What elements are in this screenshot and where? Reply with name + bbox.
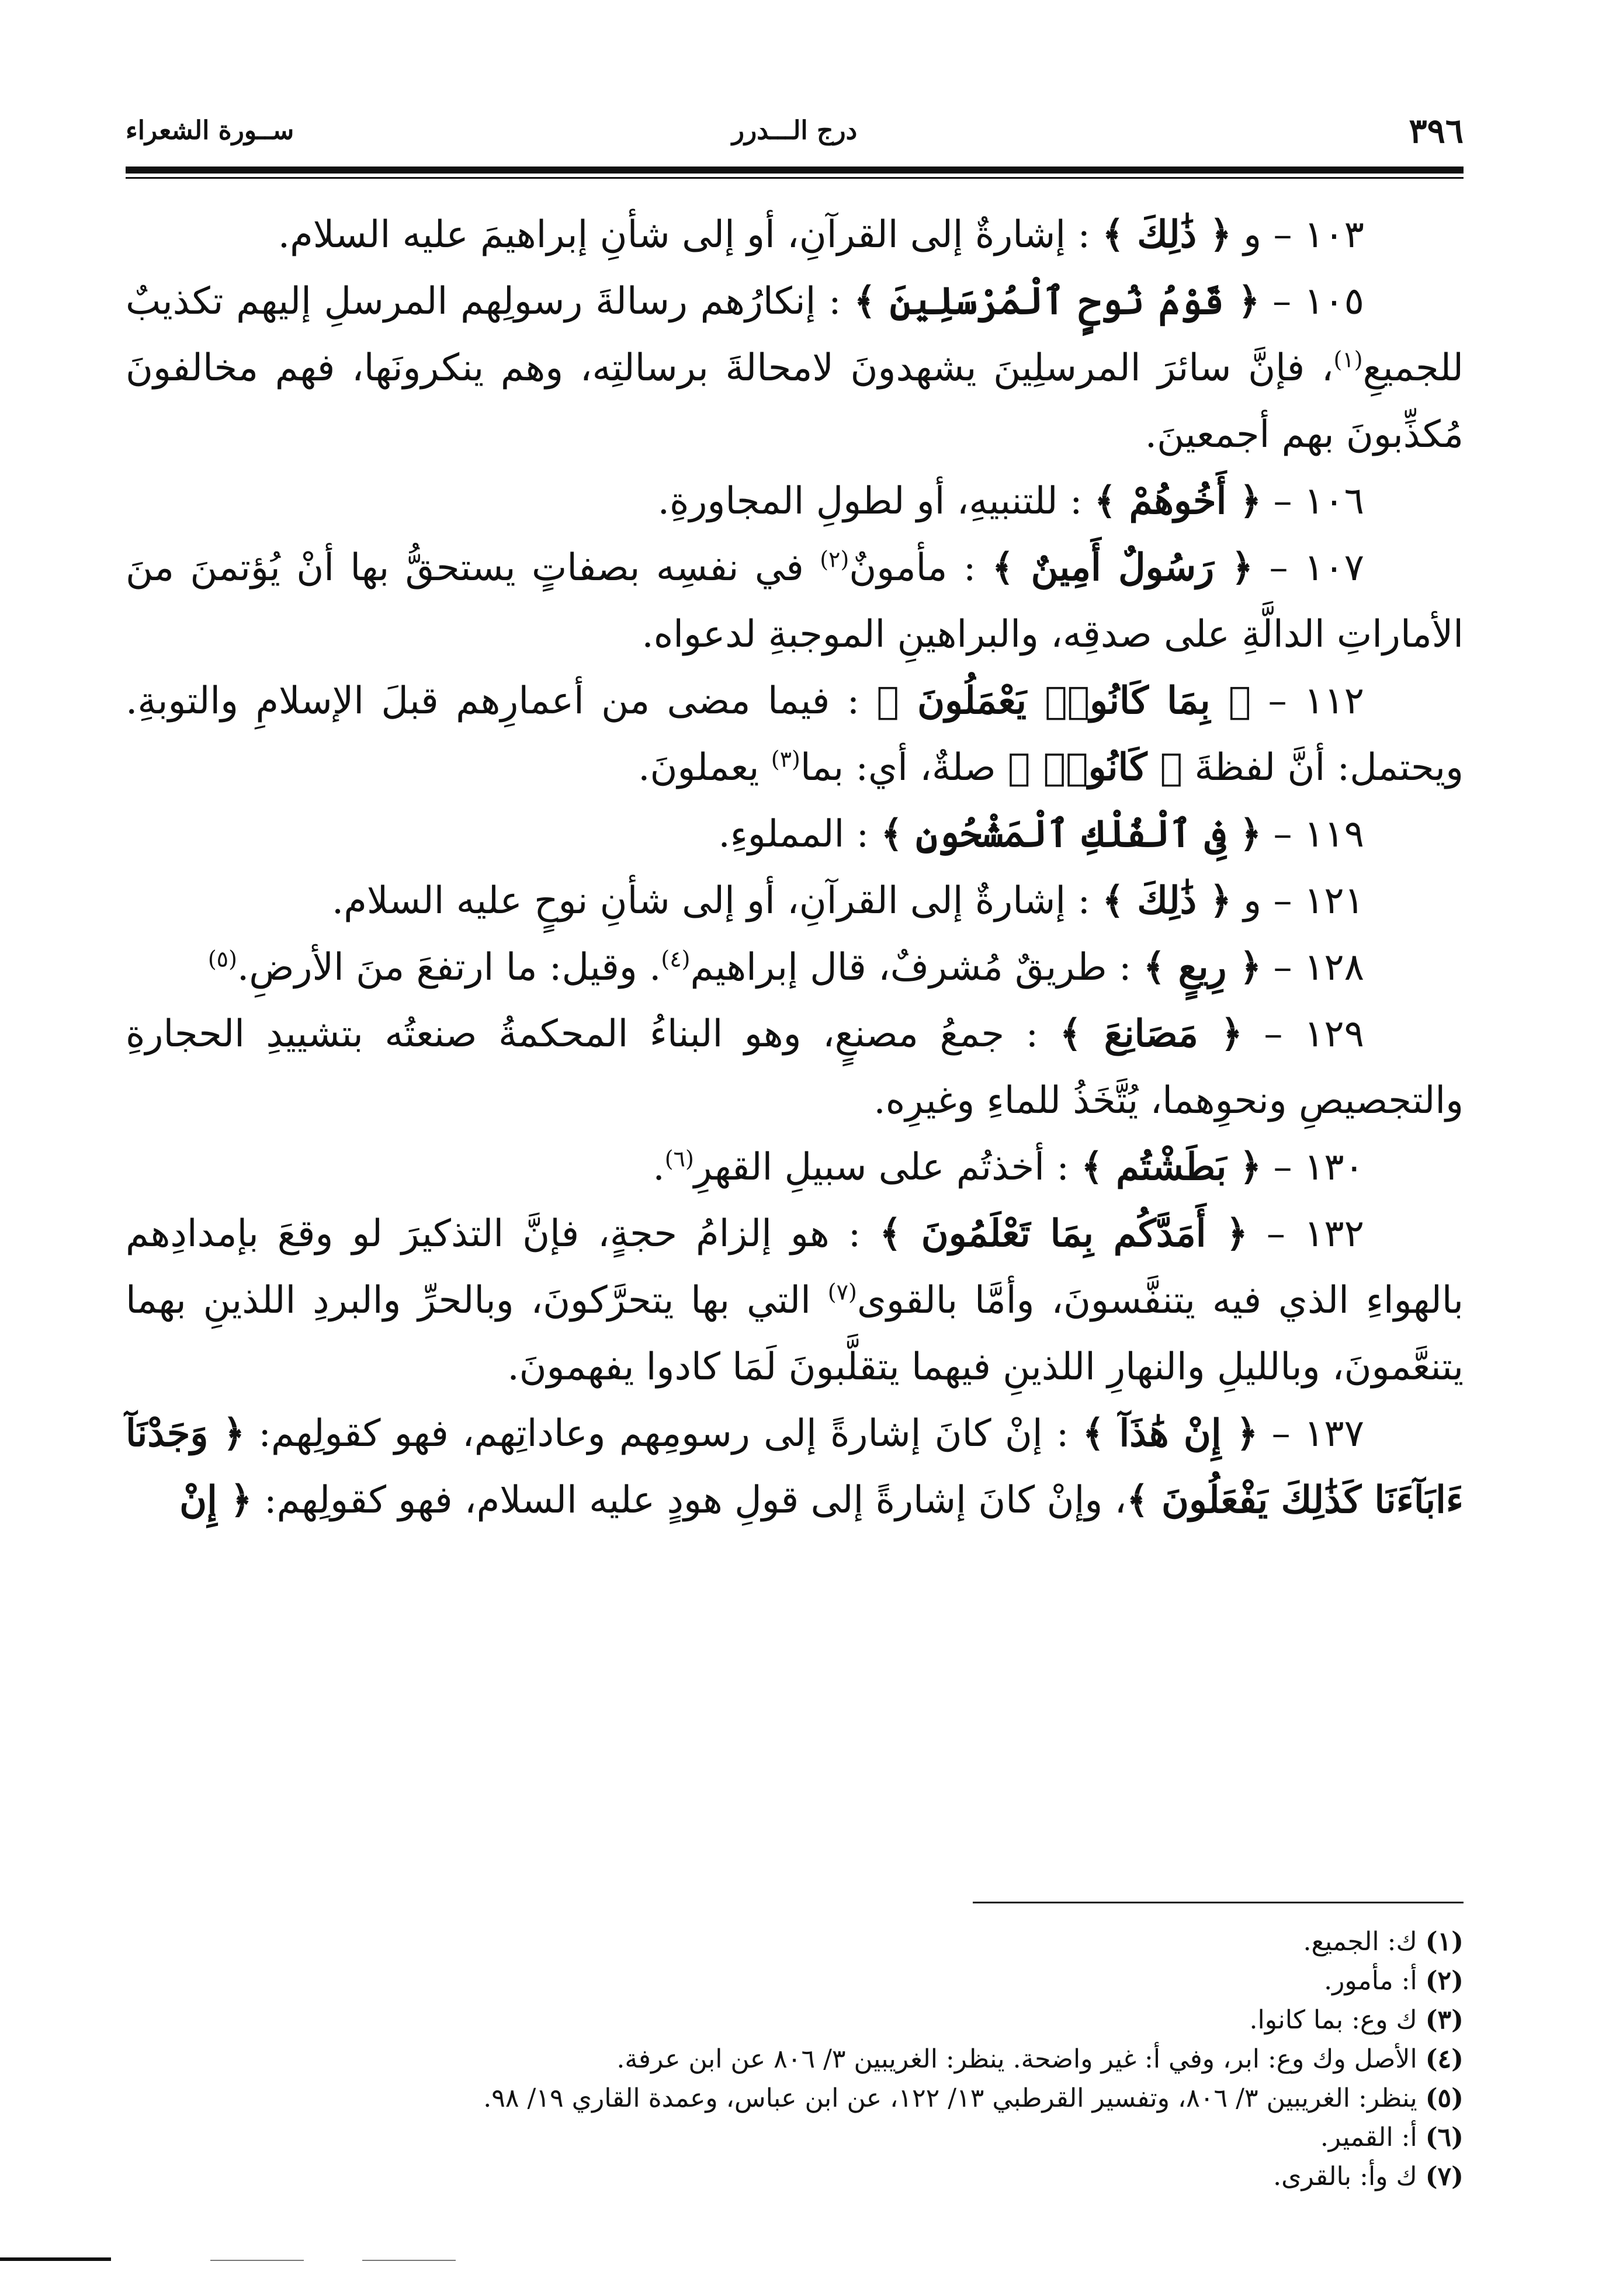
paragraph-130: ١٣٠ – ﴿ بَطَشْتُم ﴾ : أخذتُم على سبيلِ القهرِ$^{(٦)}$.	[653, 1145, 1364, 1189]
paragraph-112: ١١٢ – ﴿ بِمَا كَانُوا۟ يَعْمَلُونَ ﴾ : فيما مضى من أعمارِهم قبلَ الإسلامِ والتوبةِ. ويحتمل: أنَّ لفظةَ ﴿ كَانُوا۟ ﴾ صلةٌ، أي: بما$^{(٣)}$ يعملونَ.	[126, 679, 1464, 789]
paragraph-128: ١٢٨ – ﴿ رِيعٍ ﴾ : طريقٌ مُشرفٌ، قال إبراهيم$^{(٤)}$. وقيل: ما ارتفعَ منَ الأرضِ.$^{(٥)}$	[207, 945, 1364, 989]
quran-quote: ﴿ أَخُوهُمْ ﴾	[1094, 479, 1262, 523]
scan-edge-mark	[362, 2260, 456, 2261]
quran-quote: ﴿ بَطَشْتُم ﴾	[1081, 1145, 1262, 1189]
footnote-4: (٤) الأصل وك وع: ابر، وفي أ: غير واضحة. ينظر: الغريبين ٣/ ٨٠٦ عن ابن عرفة.	[616, 2044, 1464, 2074]
footnote-7: (٧) ك وأ: بالقرى.	[1273, 2162, 1464, 2191]
paragraph-119: ١١٩ – ﴿ فِى ٱلْفُلْكِ ٱلْمَشْحُونِ ﴾ : المملوءِ.	[718, 812, 1364, 856]
page-header	[126, 111, 1464, 164]
footnote-6: (٦) أ: القمير.	[1320, 2122, 1464, 2152]
footnote-ref: (٣)	[771, 746, 800, 772]
quran-quote: ﴿ فِى ٱلْفُلْكِ ٱلْمَشْحُونِ ﴾	[880, 812, 1262, 856]
footnote-ref: (٧)	[827, 1279, 857, 1305]
quran-quote: ﴿ ذَٰلِكَ ﴾	[1102, 879, 1232, 922]
paragraph-107: ١٠٧ – ﴿ رَسُولٌ أَمِينٌ ﴾ : مأمونٌ$^{(٢)}$ في نفسِه بصفاتٍ يستحقُّ بها أنْ يُؤتمنَ منَ الأماراتِ الدالَّةِ على صدقِه، والبراهينِ الموجبةِ لدعواه.	[126, 546, 1464, 656]
footnote-ref: (٦)	[664, 1146, 694, 1172]
quran-quote: ﴿ قَوْمُ نُوحٍ ٱلْمُرْسَلِينَ ﴾	[854, 279, 1260, 323]
footnote-ref: (٤)	[661, 946, 691, 972]
paragraph-106: ١٠٦ – ﴿ أَخُوهُمْ ﴾ : للتنبيهِ، أو لطولِ المجاورةِ.	[657, 479, 1364, 523]
header-rule-thick	[126, 167, 1464, 174]
footnote-2: (٢) أ: مأمور.	[1324, 1966, 1464, 1996]
book-title: درج الـــدرر	[731, 116, 858, 145]
paragraph-105: ١٠٥ – ﴿ قَوْمُ نُوحٍ ٱلْمُرْسَلِينَ ﴾ : إنكارُهم رسالةَ رسولِهم المرسلِ إليهم تكذيبٌ للجميعِ$^{(١)}$، فإنَّ سائرَ المرسلِينَ يشهدونَ لامحالةَ برسالتِه، وهم ينكرونَها، فهم مخالفونَ مُكذِّبونَ بهم أجمعينَ.	[126, 279, 1464, 456]
quran-quote: ﴿ وَجَدْنَآ ءَابَآءَنَا كَذَٰلِكَ يَفْعَلُونَ ﴾	[126, 1411, 1464, 1522]
footnote-5: (٥) ينظر: الغريبين ٣/ ٨٠٦، وتفسير القرطبي ١٣/ ١٢٢، عن ابن عباس، وعمدة القاري ١٩/ ٩٨.	[483, 2083, 1464, 2113]
footnotes	[126, 1922, 1464, 2196]
paragraph-137: ١٣٧ – ﴿ إِنْ هَٰذَآ ﴾ : إنْ كانَ إشارةً إلى رسومِهم وعاداتِهم، فهو كقولِهم: ﴿ وَجَدْنَآ ءَابَآءَنَا كَذَٰلِكَ يَفْعَلُونَ ﴾، وإنْ كانَ إشارةً إلى قولِ هودٍ عليه السلام، فهو كقولِهم: ﴿ إِنْ	[126, 1411, 1464, 1522]
page-number: ٣٩٦	[1409, 111, 1464, 151]
header-rule-thin	[126, 177, 1464, 179]
footnote-separator	[973, 1902, 1464, 1903]
quran-quote: ﴿ بِمَا كَانُوا۟ يَعْمَلُونَ ﴾	[876, 679, 1251, 723]
quran-quote: ﴿ إِنْ هَٰذَآ ﴾	[1082, 1411, 1258, 1455]
footnote-ref: (٥)	[207, 946, 237, 972]
footnote-3: (٣) ك وع: بما كانوا.	[1249, 2005, 1464, 2035]
quran-quote: ﴿ ذَٰلِكَ ﴾	[1102, 213, 1232, 256]
paragraph-103: ١٠٣ – و ﴿ ذَٰلِكَ ﴾ : إشارةٌ إلى القرآنِ، أو إلى شأنِ إبراهيمَ عليه السلام.	[278, 213, 1364, 256]
paragraph-129: ١٢٩ – ﴿ مَصَانِعَ ﴾ : جمعُ مصنعٍ، وهو البناءُ المحكمةُ صنعتُه بتشييدِ الحجارةِ والتجصيصِ ونحوِهما، يُتَّخَذُ للماءِ وغيرِه.	[126, 1012, 1464, 1122]
quran-quote: ﴿ رَسُولٌ أَمِينٌ ﴾	[991, 546, 1254, 589]
quran-quote: ﴿ أَمَدَّكُم بِمَا تَعْلَمُونَ ﴾	[879, 1212, 1248, 1255]
page	[126, 99, 1464, 2261]
surah-name: ســورة الشعراء	[126, 116, 294, 145]
quran-quote: ﴿ إِنْ	[179, 1478, 252, 1522]
quran-quote: ﴿ مَصَانِعَ ﴾	[1059, 1012, 1243, 1056]
paragraph-132: ١٣٢ – ﴿ أَمَدَّكُم بِمَا تَعْلَمُونَ ﴾ : هو إلزامُ حجةٍ، فإنَّ التذكيرَ لو وقعَ بإمدادِهم بالهواءِ الذي فيه يتنفَّسونَ، وأمَّا بالقوى$^{(٧)}$ التي بها يتحرَّكونَ، وبالحرِّ والبردِ اللذينِ بهما يتنعَّمونَ، وبالليلِ والنهارِ اللذينِ فيهما يتقلَّبونَ لَمَا كادوا يفهمونَ.	[126, 1212, 1464, 1389]
footnote-ref: (١)	[1333, 346, 1363, 373]
scan-edge-mark	[0, 2257, 111, 2261]
paragraph-121: ١٢١ – و ﴿ ذَٰلِكَ ﴾ : إشارةٌ إلى القرآنِ، أو إلى شأنِ نوحٍ عليه السلام.	[331, 879, 1364, 922]
quran-quote: ﴿ رِيعٍ ﴾	[1143, 945, 1262, 989]
commentary-body	[126, 202, 1464, 1534]
quran-quote: ﴿ كَانُوا۟ ﴾	[1008, 745, 1183, 789]
footnote-1: (١) ك: الجميع.	[1303, 1927, 1464, 1957]
scan-edge-mark	[210, 2260, 304, 2261]
footnote-ref: (٢)	[820, 546, 849, 573]
